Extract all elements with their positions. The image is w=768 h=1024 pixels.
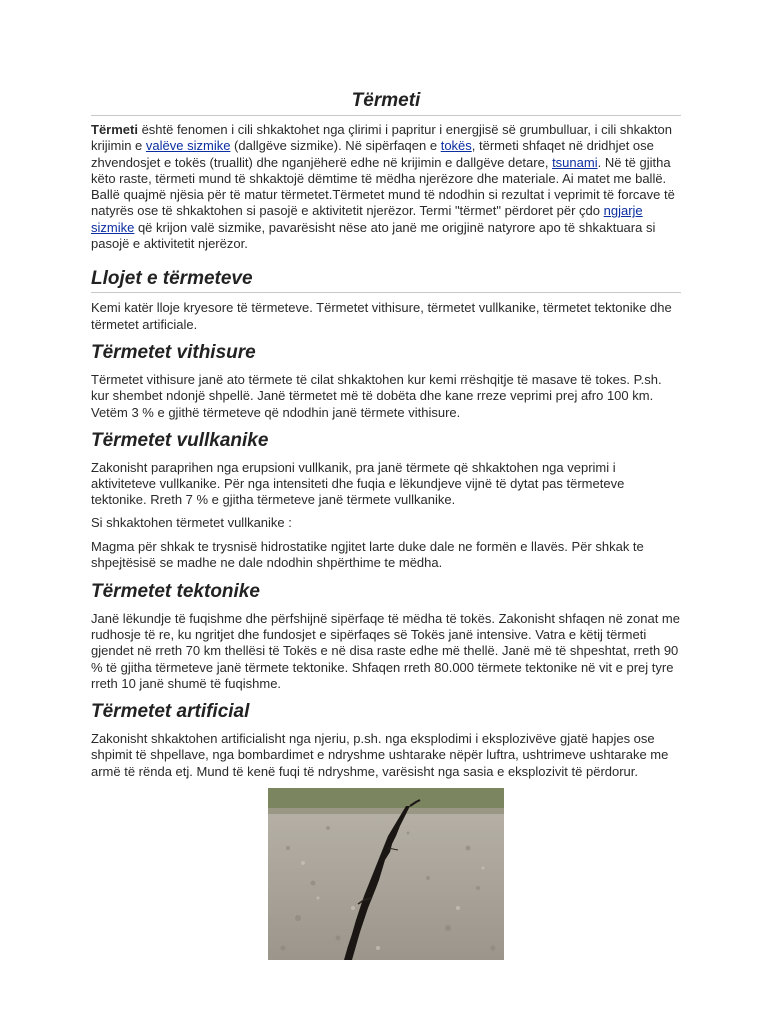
- link-seismic-event[interactable]: ngjarje sizmike: [91, 203, 643, 235]
- paragraph-volcanic-3: Magma për shkak te trysnisë hidrostatike ngjitet larte duke dale ne formën e llavës. Për shkak te shpejtësisë se madhe ne dale ndodhin shpërthime te mëdha.: [91, 539, 644, 571]
- link-seismic-waves[interactable]: valëve sizmike: [145, 138, 231, 154]
- heading-artificial: Tërmetet artificial: [91, 701, 250, 723]
- intro-lead-term: Tërmeti: [91, 122, 138, 137]
- intro-text-1: është fenomen i cili shkaktohet nga çlirimi i papritur i energjisë së grumbulluar, i cili shkakton krijimin e: [91, 122, 672, 154]
- paragraph-tectonic: Janë lëkundje të fuqishme dhe përfshijnë sipërfaqe të mëdha të tokës. Zakonisht shfaqen në zonat me rudhosje të re, ku ngritjet dhe fundosjet e sipërfaqes së Tokës janë intensive. Vatra e këtij tërmeti gjendet në rreth 70 km thellësi të Tokës e në disa raste edhe më thellë. Janë më të shpeshtat, rreth 90 % të gjitha tërmeteve janë tërmete tektonike. Shfaqen rreth 80.000 tërmete tektonike në vit e prej tyre rreth 10 janë shumë të fuqishme.: [91, 610, 680, 691]
- link-earth[interactable]: tokës: [440, 138, 472, 154]
- page-title: Tërmeti: [91, 90, 681, 116]
- figure-container: [91, 788, 681, 960]
- link-tsunami[interactable]: tsunami: [552, 154, 598, 170]
- heading-volcanic: Tërmetet vullkanike: [91, 429, 269, 451]
- article: [91, 90, 681, 960]
- intro-text-2: (dallgëve sizmike). Në sipërfaqen e: [230, 138, 441, 154]
- intro-paragraph: [91, 122, 681, 252]
- heading-types: Llojet e tërmeteve: [91, 268, 681, 293]
- paragraph-volcanic-2: Si shkaktohen tërmetet vullkanike :: [91, 514, 292, 530]
- heading-tectonic: Tërmetet tektonike: [91, 580, 260, 602]
- intro-text-5: që krijon valë sizmike, pavarësisht nëse ato janë me origjinë natyrore apo të shkaktuara si pasojë e aktivitetit njerëzor.: [91, 219, 656, 252]
- paragraph-volcanic-1: Zakonisht paraprihen nga erupsioni vullkanik, pra janë tërmete që shkaktohen nga veprimi i aktiviteteve vullkanike. Për nga intensiteti dhe fuqia e lëkundjeve vijnë të dytat pas tërmeteve tektonike. Rreth 7 % e gjitha tërmeteve janë tërmete vullkanike.: [91, 459, 625, 508]
- heading-collapse: Tërmetet vithisure: [91, 341, 256, 363]
- paragraph-collapse: Tërmetet vithisure janë ato tërmete të cilat shkaktohen kur kemi rrëshqitje të masave të tokes. P.sh. kur shembet ndonjë shpellë. Janë tërmetet më të dobëta dhe kane rreze veprimi prej afro 100 km. Vetëm 3 % e gjithë tërmeteve që ndodhin janë tërmete vithisure.: [91, 371, 662, 420]
- grass-strip: [268, 788, 504, 808]
- intro-text-4: . Në të gjitha këto raste, tërmeti mund të shkaktojë dëmtime të mëdha njerëzore dhe materiale. Ai matet me ballë. Ballë quajmë njësia për të matur tërmetet.Tërmetet mund të ndodhin si rezultat i veprimit të forcave të natyrës ose të shkaktohen si pasojë e aktivitetit njerëzor. Termi "tërmet" përdoret për çdo: [91, 154, 675, 219]
- paragraph-types: Kemi katër lloje kryesore të tërmeteve. Tërmetet vithisure, tërmetet vullkanike, tërmetet tektonike dhe tërmetet artificiale.: [91, 300, 672, 332]
- paragraph-artificial: Zakonisht shkaktohen artificialisht nga njeriu, p.sh. nga eksplodimi i eksplozivëve gjatë hapjes ose shpimit të shpellave, nga bombardimet e ndryshme ushtarake nëpër luftra, ushtrimeve ushtarake me armë të rënda etj. Mund të kenë fuqi të ndryshme, varësisht nga sasia e eksplozivit të përdorur.: [91, 731, 669, 779]
- cracked-ground-photo: [268, 788, 504, 960]
- intro-text-3: , tërmeti shfaqet në dridhjet ose zhvendosjet e tokës (truallit) dhe nganjëherë edhe në krijimin e dallgëve detare,: [91, 138, 654, 170]
